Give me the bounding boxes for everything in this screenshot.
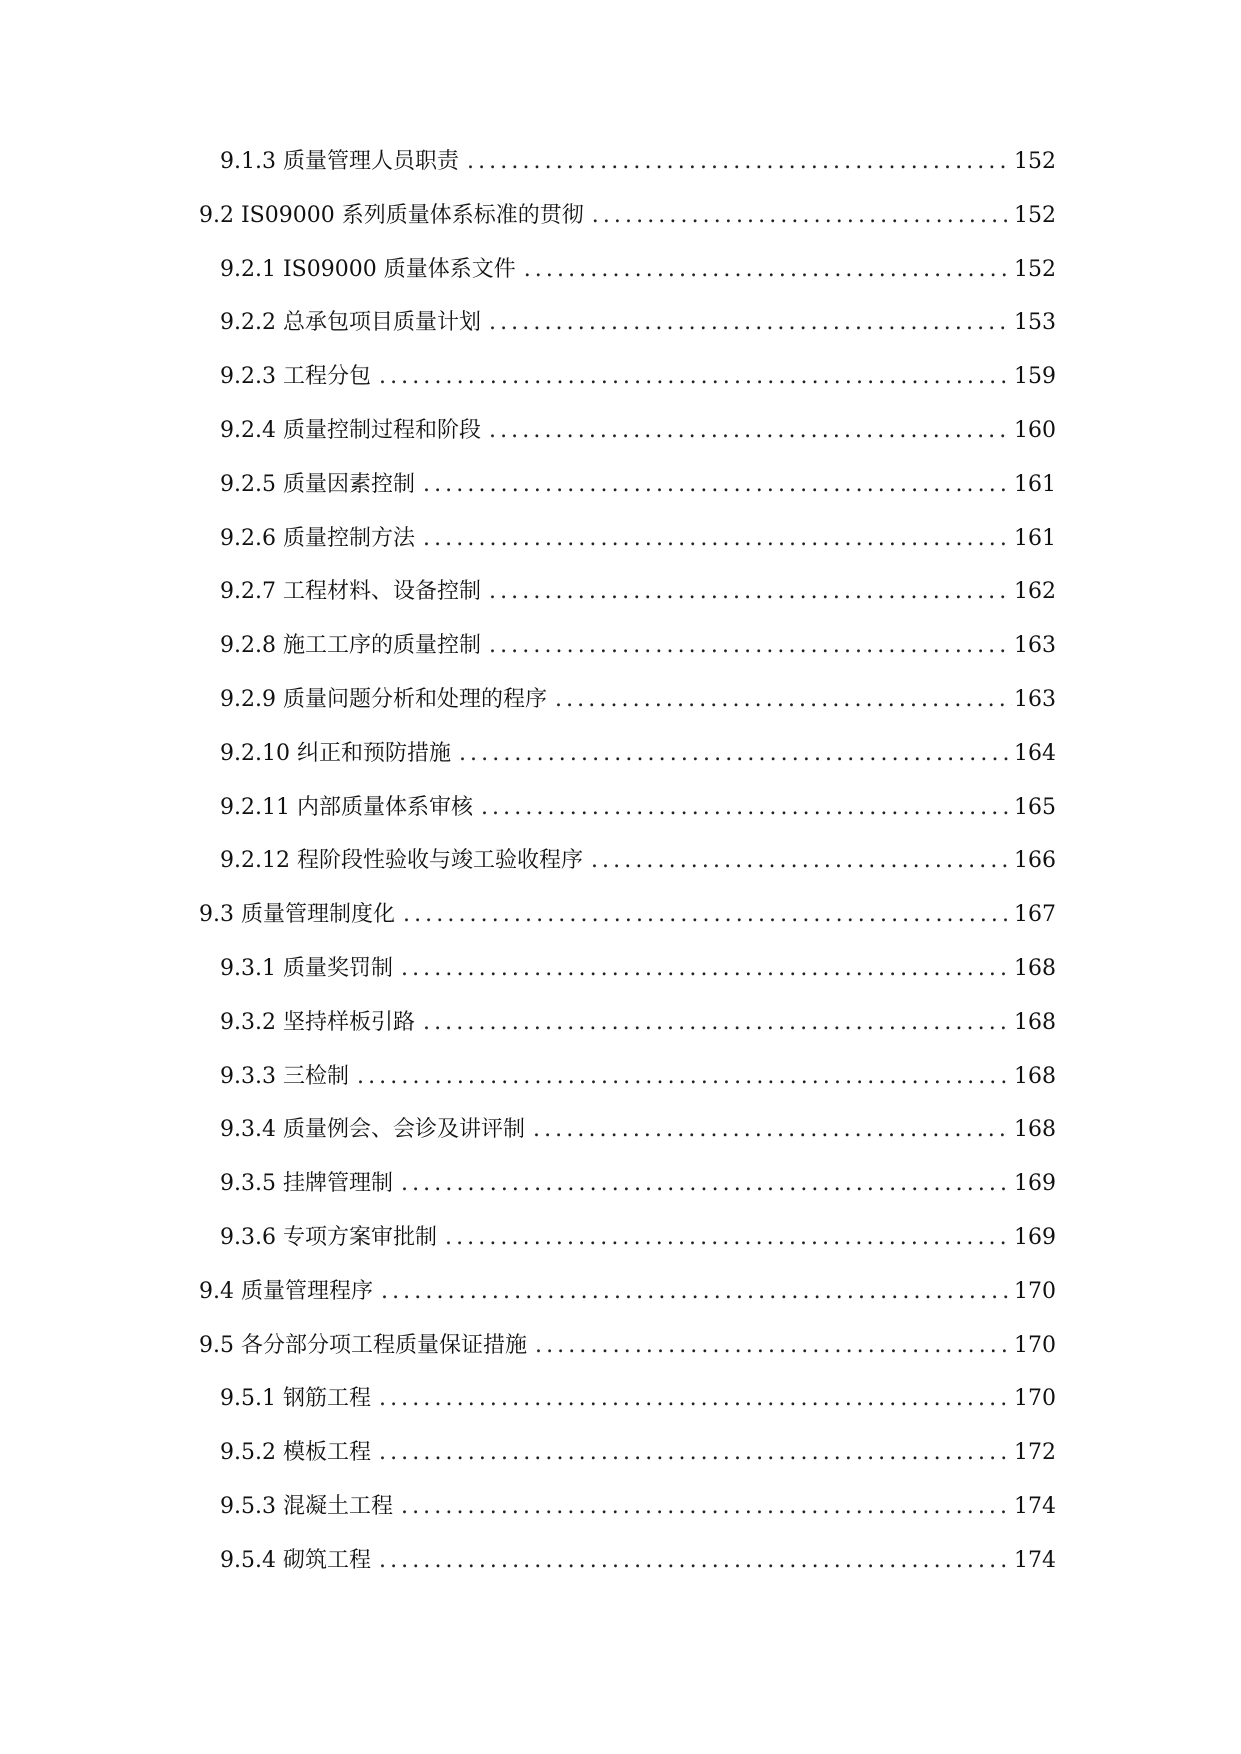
toc-dot-leader: [459, 740, 1012, 768]
toc-entry-title: 9.3.3 三检制: [220, 1063, 349, 1089]
toc-page-number: 152: [1014, 149, 1056, 174]
toc-page-number: 159: [1014, 364, 1056, 390]
toc-entry[interactable]: [0, 901, 1241, 955]
toc-dot-leader: [533, 1116, 1012, 1144]
toc-page-number: 164: [1014, 740, 1056, 766]
toc-dot-leader: [401, 1493, 1012, 1521]
toc-dot-leader: [423, 1009, 1012, 1037]
toc-page-number: 166: [1014, 848, 1056, 874]
toc-dot-leader: [535, 1332, 1012, 1360]
toc-dot-leader: [445, 1224, 1012, 1252]
toc-entry[interactable]: [0, 202, 1241, 256]
toc-dot-leader: [423, 471, 1012, 499]
toc-entry[interactable]: [0, 525, 1241, 579]
toc-entry[interactable]: [0, 256, 1241, 310]
toc-entry[interactable]: [0, 417, 1241, 471]
toc-page-number: 170: [1014, 1278, 1056, 1304]
toc-entry-title: 9.2.4 质量控制过程和阶段: [220, 417, 481, 443]
toc-entry[interactable]: [0, 740, 1241, 794]
toc-dot-leader: [489, 632, 1012, 660]
toc-dot-leader: [379, 363, 1012, 391]
toc-entry[interactable]: [0, 1493, 1241, 1547]
toc-entry-title: 9.3.1 质量奖罚制: [220, 955, 393, 981]
toc-page-number: 172: [1014, 1440, 1056, 1466]
toc-entry-title: 9.2.6 质量控制方法: [220, 525, 415, 551]
toc-page-number: 167: [1014, 902, 1056, 928]
toc-page-number: 162: [1014, 579, 1056, 605]
toc-dot-leader: [481, 794, 1012, 822]
toc-entry-title: 9.2.11 内部质量体系审核: [220, 794, 473, 820]
toc-entry-title: 9.2.10 纠正和预防措施: [220, 740, 451, 766]
toc-entry[interactable]: [0, 1170, 1241, 1224]
toc-entry[interactable]: [0, 1439, 1241, 1493]
toc-entry-title: 9.2.12 程阶段性验收与竣工验收程序: [220, 848, 583, 874]
toc-dot-leader: [592, 202, 1012, 230]
toc-entry[interactable]: [0, 847, 1241, 901]
table-of-contents: [0, 148, 1241, 1601]
toc-entry[interactable]: [0, 686, 1241, 740]
toc-dot-leader: [467, 148, 1012, 176]
toc-dot-leader: [381, 1278, 1012, 1306]
toc-entry-title: 9.4 质量管理程序: [199, 1278, 373, 1304]
toc-entry-title: 9.5 各分部分项工程质量保证措施: [199, 1332, 527, 1358]
toc-page-number: 161: [1014, 471, 1056, 497]
toc-dot-leader: [357, 1063, 1012, 1091]
toc-entry-title: 9.2.3 工程分包: [220, 364, 371, 390]
toc-page-number: 174: [1014, 1493, 1056, 1519]
toc-entry-title: 9.5.4 砌筑工程: [220, 1547, 371, 1573]
toc-dot-leader: [489, 309, 1012, 337]
toc-page-number: 163: [1014, 686, 1056, 712]
toc-entry[interactable]: [0, 794, 1241, 848]
toc-entry-title: 9.2 IS09000 系列质量体系标准的贯彻: [199, 202, 584, 228]
toc-entry-title: 9.1.3 质量管理人员职责: [220, 149, 459, 174]
toc-dot-leader: [379, 1439, 1012, 1467]
toc-entry-title: 9.2.1 IS09000 质量体系文件: [220, 256, 516, 282]
toc-page-number: 170: [1014, 1332, 1056, 1358]
toc-page-number: 170: [1014, 1386, 1056, 1412]
toc-entry[interactable]: [0, 1385, 1241, 1439]
toc-entry-title: 9.2.5 质量因素控制: [220, 471, 415, 497]
toc-dot-leader: [379, 1547, 1012, 1575]
toc-entry-title: 9.3.2 坚持样板引路: [220, 1009, 415, 1035]
toc-page-number: 168: [1014, 1117, 1056, 1143]
toc-dot-leader: [489, 417, 1012, 445]
toc-dot-leader: [401, 955, 1012, 983]
toc-entry-title: 9.2.7 工程材料、设备控制: [220, 579, 481, 605]
toc-entry-title: 9.5.1 钢筋工程: [220, 1386, 371, 1412]
toc-dot-leader: [524, 256, 1012, 284]
toc-entry[interactable]: [0, 1116, 1241, 1170]
toc-entry-title: 9.3.4 质量例会、会诊及讲评制: [220, 1117, 525, 1143]
toc-entry[interactable]: [0, 632, 1241, 686]
toc-entry[interactable]: [0, 1009, 1241, 1063]
toc-entry[interactable]: [0, 1063, 1241, 1117]
toc-page-number: 168: [1014, 1009, 1056, 1035]
toc-entry[interactable]: [0, 309, 1241, 363]
toc-entry[interactable]: [0, 1278, 1241, 1332]
toc-page-number: 152: [1014, 202, 1056, 228]
toc-page-number: 160: [1014, 417, 1056, 443]
toc-entry[interactable]: [0, 1332, 1241, 1386]
toc-entry[interactable]: [0, 1547, 1241, 1601]
toc-dot-leader: [379, 1385, 1012, 1413]
toc-entry-title: 9.2.2 总承包项目质量计划: [220, 310, 481, 336]
toc-dot-leader: [555, 686, 1012, 714]
toc-page-number: 153: [1014, 310, 1056, 336]
toc-entry-title: 9.2.8 施工工序的质量控制: [220, 633, 481, 659]
toc-page-number: 169: [1014, 1224, 1056, 1250]
toc-page-number: 168: [1014, 1063, 1056, 1089]
toc-page-number: 168: [1014, 955, 1056, 981]
toc-entry-title: 9.3.5 挂牌管理制: [220, 1171, 393, 1197]
toc-page-number: 174: [1014, 1547, 1056, 1573]
toc-entry-title: 9.5.3 混凝土工程: [220, 1493, 393, 1519]
toc-page-number: 163: [1014, 633, 1056, 659]
toc-page-number: 165: [1014, 794, 1056, 820]
toc-entry[interactable]: [0, 363, 1241, 417]
toc-page-number: 152: [1014, 256, 1056, 282]
toc-entry[interactable]: [0, 955, 1241, 1009]
toc-entry[interactable]: [0, 1224, 1241, 1278]
toc-entry-title: 9.3.6 专项方案审批制: [220, 1224, 437, 1250]
toc-dot-leader: [403, 901, 1012, 929]
toc-entry[interactable]: [0, 578, 1241, 632]
toc-page-number: 169: [1014, 1171, 1056, 1197]
toc-dot-leader: [401, 1170, 1012, 1198]
toc-entry[interactable]: [0, 471, 1241, 525]
toc-page-number: 161: [1014, 525, 1056, 551]
toc-dot-leader: [423, 525, 1012, 553]
toc-dot-leader: [591, 847, 1012, 875]
toc-dot-leader: [489, 578, 1012, 606]
toc-entry[interactable]: [0, 148, 1241, 202]
toc-entry-title: 9.5.2 模板工程: [220, 1440, 371, 1466]
toc-entry-title: 9.2.9 质量问题分析和处理的程序: [220, 686, 547, 712]
toc-entry-title: 9.3 质量管理制度化: [199, 902, 395, 928]
